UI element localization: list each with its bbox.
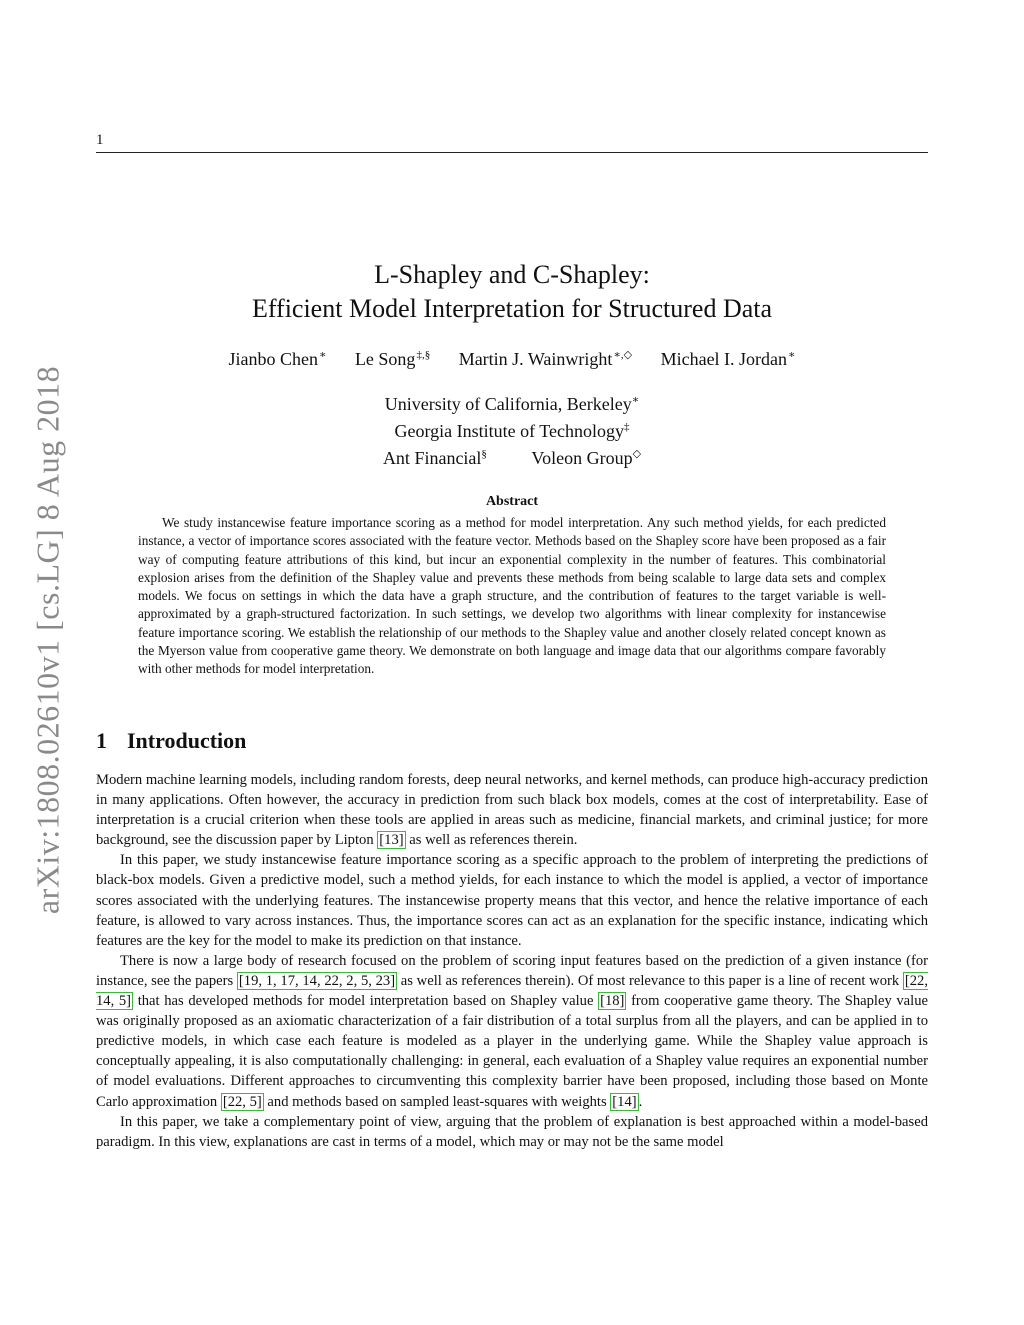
author-list <box>0 348 1024 370</box>
citation-link[interactable]: [18] <box>600 993 625 1010</box>
citation-link[interactable]: [13] <box>379 832 404 849</box>
section-heading <box>96 728 246 754</box>
author-mark: ∗ <box>788 349 796 361</box>
body-text <box>96 770 928 1152</box>
abstract-heading: Abstract <box>485 494 539 509</box>
citation-link[interactable]: [19, 1, 17, 14, 22, 2, 5, 23] <box>238 972 396 989</box>
affiliation-name: Voleon Group <box>531 448 633 468</box>
affiliation <box>531 443 641 470</box>
author-mark: ∗,◇ <box>613 349 633 361</box>
paragraph: In this paper, we study instancewise feature importance scoring as a specific approach to the problem of interpreting the predictions of black-box models. Given a predictive model, such a method yields, for each instance to which the model is applied, a vector of importance scores associated with the underlying features. The instancewise property means that this vector, and hence the relative importance of each feature, is allowed to vary across instances. Thus, the importance scores can act as an explanation for the specific instance, indicating which features are the key for the model to make its prediction on that instance. <box>96 852 928 949</box>
text-run: from cooperative game theory. The Shapley value was originally proposed as an axiomatic characterization of a fair distribution of a total surplus from all the players, and can be applied in to predictive models, in which case each feature is modeled as a player in the underlying game. While the Shapley value approach is conceptually appealing, it is also computationally challenging: in general, each evaluation of a Shapley value requires an exponential number of model evaluations. Different approaches to circumventing this complexity barrier have been proposed, including those based on Monte Carlo approximation <box>96 993 928 1110</box>
affiliation-name: Ant Financial <box>382 448 482 468</box>
author <box>228 349 326 369</box>
section-number: 1 <box>96 728 107 753</box>
author-name: Jianbo Chen <box>228 349 318 369</box>
affiliations <box>0 389 1024 470</box>
author-name: Le Song <box>354 349 416 369</box>
citation-link[interactable]: [22, 14, 5] <box>96 972 928 1010</box>
affiliation-mark: ∗ <box>631 394 640 406</box>
affiliation-name: Georgia Institute of Technology <box>394 421 625 441</box>
paragraph <box>96 770 928 850</box>
text-run: that has developed methods for model interpretation based on Shapley value <box>133 993 599 1010</box>
text-run: as well as references therein). Of most relevance to this paper is a line of recent work <box>397 972 903 989</box>
paper-title <box>0 258 1024 326</box>
citation-link[interactable]: [14] <box>612 1093 637 1110</box>
affiliation-mark: ‡ <box>624 421 630 433</box>
text-run: and methods based on sampled least-squares with weights <box>263 1093 611 1110</box>
text-run: Modern machine learning models, including random forests, deep neural networks, and kernel methods, can produce high-accuracy prediction in many applications. Often however, the accuracy in prediction from such black box models, comes at the cost of interpretability. Ease of interpretation is a crucial criterion when these tools are applied in areas such as medicine, financial markets, and criminal justice; for more background, see the discussion paper by Lipton <box>96 772 928 849</box>
affiliation <box>0 416 1024 443</box>
affiliation-name: University of California, Berkeley <box>384 394 632 414</box>
title-line-2: Efficient Model Interpretation for Structured Data <box>251 294 773 323</box>
author-name: Martin J. Wainwright <box>458 349 613 369</box>
text-run: as well as references therein. <box>405 832 578 849</box>
affiliation <box>0 389 1024 416</box>
author <box>459 349 632 369</box>
arxiv-stamp: arXiv:1808.02610v1 [cs.LG] 8 Aug 2018 <box>29 365 66 915</box>
author-mark: ∗ <box>318 349 327 361</box>
affiliation-mark: ◇ <box>632 448 642 460</box>
title-line-1: L-Shapley and C-Shapley: <box>374 260 650 289</box>
paragraph: In this paper, we take a complementary point of view, arguing that the problem of explanation is best approached within a model-based paradigm. In this view, explanations are cast in terms of a model, which may or may not be the same model <box>96 1113 928 1150</box>
text-run: . <box>638 1093 643 1110</box>
citation-link[interactable]: [22, 5] <box>222 1093 262 1110</box>
paragraph <box>96 951 928 1112</box>
header-rule <box>96 152 928 153</box>
affiliation-mark: § <box>481 448 487 460</box>
author <box>661 349 796 369</box>
affiliation <box>383 443 487 470</box>
author-mark: ‡,§ <box>416 349 431 361</box>
author-name: Michael I. Jordan <box>660 349 788 369</box>
section-title: Introduction <box>127 728 247 753</box>
affiliation-row <box>0 443 1024 470</box>
abstract-text: We study instancewise feature importance scoring as a method for model interpretation. Any such method yields, for each predicted instance, a vector of importance scores associated with the feature vector. Methods based on the Shapley score have been proposed as a fair way of computing feature attributions of this kind, but incur an exponential complexity in the number of features. This combinatorial explosion arises from the definition of the Shapley value and prevents these methods from being scalable to large data sets and complex models. We focus on settings in which the data have a graph structure, and the contribution of features to the target variable is well-approximated by a graph-structured factorization. In such settings, we develop two algorithms with linear complexity for instancewise feature importance scoring. We establish the relationship of our methods to the Shapley value and another closely related concept known as the Myerson value from cooperative game theory. We demonstrate on both language and image data that our algorithms compare favorably with other methods for model interpretation. <box>138 515 886 677</box>
text-run: There is now a large body of research focused on the problem of scoring input features based on the prediction of a given instance (for instance, see the papers <box>96 952 928 989</box>
author <box>355 349 430 369</box>
page-number: 1 <box>96 132 104 148</box>
